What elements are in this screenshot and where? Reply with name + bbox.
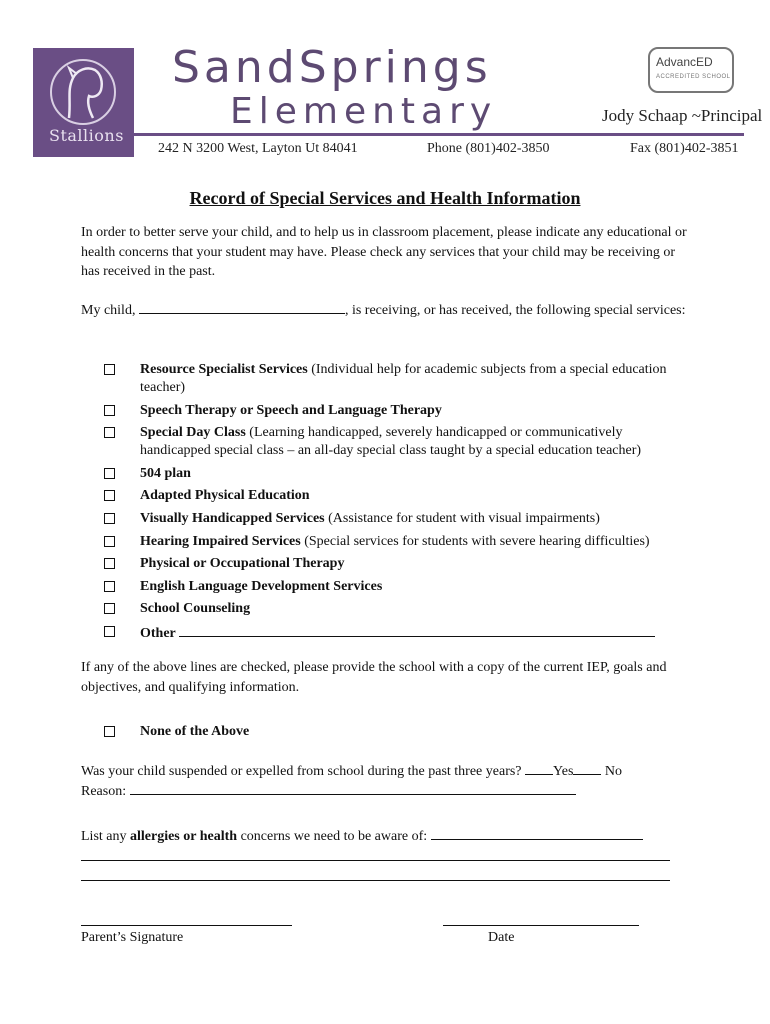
service-description: (Assistance for student with visual impairments): [324, 511, 600, 526]
service-name: Resource Specialist Services: [140, 362, 308, 377]
service-checkbox[interactable]: [104, 427, 115, 438]
school-address: 242 N 3200 West, Layton Ut 84041: [158, 141, 358, 156]
service-checkbox[interactable]: [104, 405, 115, 416]
reason-label: Reason:: [81, 784, 130, 799]
service-name: Hearing Impaired Services: [140, 534, 301, 549]
service-checkbox[interactable]: [104, 490, 115, 501]
service-checkbox[interactable]: [104, 626, 115, 637]
my-child-suffix: , is receiving, or has received, the following special services:: [344, 303, 686, 318]
yes-label: Yes: [553, 764, 574, 779]
suspension-question: [81, 761, 696, 782]
service-name: Special Day Class: [140, 425, 246, 440]
service-name: Other: [140, 626, 180, 641]
allergies-field[interactable]: [431, 826, 643, 840]
service-name: Adapted Physical Education: [140, 488, 310, 503]
allergies-line-2[interactable]: [81, 860, 670, 861]
service-name: 504 plan: [140, 466, 191, 481]
reason-line: [81, 781, 696, 802]
service-checkbox[interactable]: [104, 364, 115, 375]
service-name: Visually Handicapped Services: [140, 511, 325, 526]
allergies-line: [81, 826, 696, 847]
service-checkbox[interactable]: [104, 468, 115, 479]
intro-paragraph: In order to better serve your child, and to help us in classroom placement, please indicate any educational or health concerns that your student may have. Please check any services that your child may be receiving or has received in the past.: [81, 225, 687, 279]
no-label: No: [601, 764, 623, 779]
accreditation-subtext: ACCREDITED SCHOOL: [656, 74, 731, 80]
service-name: English Language Development Services: [140, 579, 383, 594]
service-name: School Counseling: [140, 601, 251, 616]
logo-text: Stallions: [49, 126, 124, 145]
service-checkbox[interactable]: [104, 536, 115, 547]
service-description: (Individual help for academic subjects from a special education teacher): [140, 362, 667, 395]
service-name: Speech Therapy or Speech and Language Therapy: [140, 403, 442, 418]
service-checkbox[interactable]: [104, 581, 115, 592]
service-checkbox[interactable]: [104, 603, 115, 614]
my-child-statement: [81, 300, 696, 321]
yes-field[interactable]: [525, 761, 553, 775]
iep-note: If any of the above lines are checked, please provide the school with a copy of the current IEP, goals and objectives, and qualifying information.: [81, 660, 667, 695]
header-divider: [134, 133, 744, 136]
date-field[interactable]: [443, 925, 639, 926]
suspension-question-text: Was your child suspended or expelled from school during the past three years?: [81, 764, 526, 779]
school-phone: Phone (801)402-3850: [427, 141, 550, 156]
principal-name: Jody Schaap ~Principal: [602, 106, 763, 125]
other-service-field[interactable]: [179, 623, 655, 637]
service-description: (Special services for students with severe hearing difficulties): [300, 534, 650, 549]
school-name-line1: SandSprings: [172, 42, 492, 93]
reason-field[interactable]: [130, 781, 576, 795]
parent-signature-label: Parent’s Signature: [81, 930, 184, 945]
allergies-line-3[interactable]: [81, 880, 670, 881]
accreditation-badge: [648, 47, 734, 93]
date-label: Date: [488, 930, 515, 945]
my-child-prefix: My child,: [81, 303, 139, 318]
no-field[interactable]: [573, 761, 601, 775]
child-name-field[interactable]: [139, 300, 345, 314]
service-checkbox[interactable]: [104, 558, 115, 569]
form-title: Record of Special Services and Health Information: [189, 188, 581, 208]
service-description: (Learning handicapped, severely handicapped or communicatively handicapped special class – an all-day special class taught by a special education teacher): [140, 425, 642, 458]
accreditation-name: AdvancED: [656, 55, 713, 69]
allergies-bold: allergies or health: [130, 829, 238, 844]
school-fax: Fax (801)402-3851: [630, 141, 739, 156]
allergies-suffix: concerns we need to be aware of:: [237, 829, 431, 844]
horse-head-icon: [43, 56, 123, 128]
school-logo: [33, 48, 134, 157]
none-label: None of the Above: [140, 724, 250, 739]
allergies-prefix: List any: [81, 829, 130, 844]
none-checkbox[interactable]: [104, 726, 115, 737]
school-name-line2: Elementary: [230, 91, 498, 132]
service-checkbox[interactable]: [104, 513, 115, 524]
service-name: Physical or Occupational Therapy: [140, 556, 345, 571]
parent-signature-field[interactable]: [81, 925, 292, 926]
